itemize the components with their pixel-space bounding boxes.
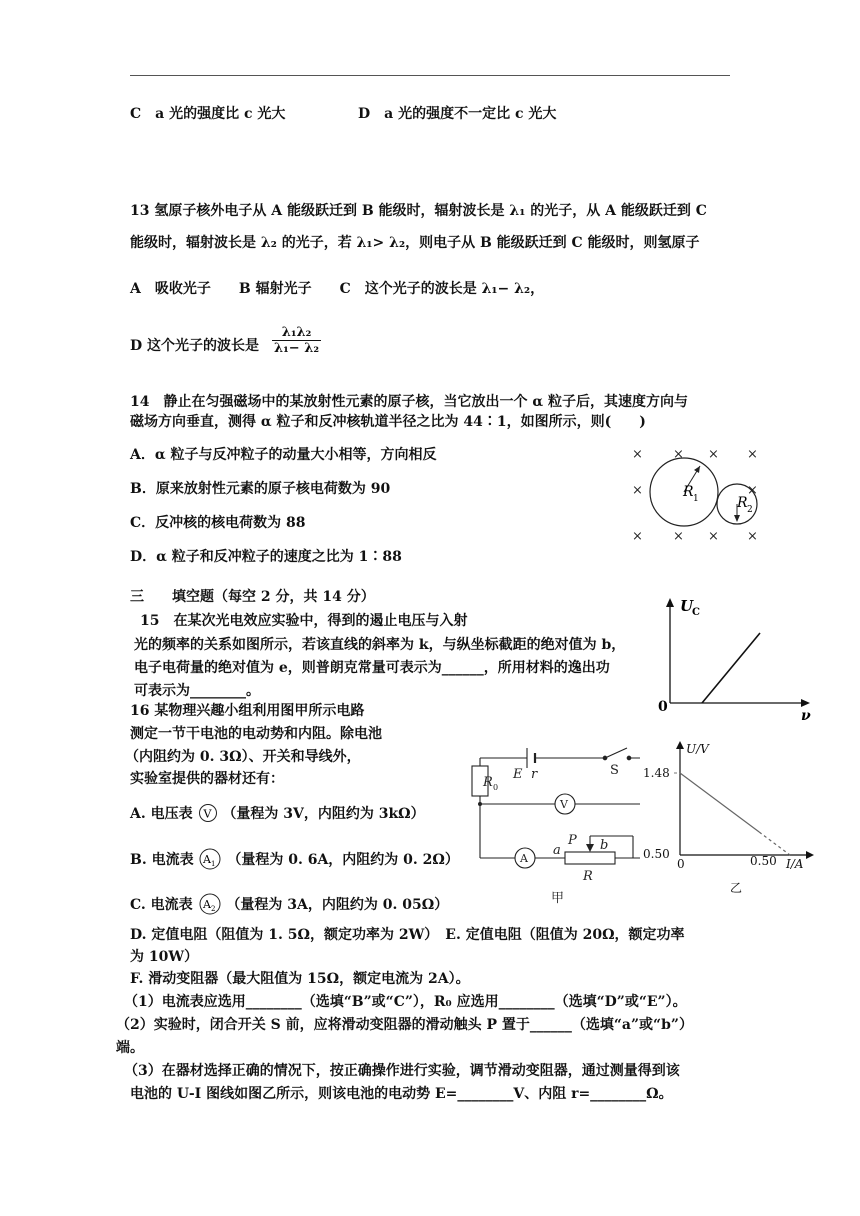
ui-data-line: [680, 773, 759, 832]
item-b-spec: （量程为 0. 6A，内阻约为 0. 2Ω）: [227, 852, 459, 868]
cross-mark: ×: [708, 529, 719, 544]
q15-figure: [650, 595, 820, 725]
u-tick-bottom: 0.50: [643, 847, 670, 861]
x-axis-label: ν: [801, 708, 811, 724]
cross-mark: ×: [747, 529, 758, 544]
q14-option-c: C．反冲核的核电荷数为 88: [130, 515, 306, 531]
item-a-label: A. 电压表: [130, 806, 193, 822]
i-axis-label: I/A: [786, 857, 804, 871]
cross-mark: ×: [673, 447, 684, 462]
y-axis-arrow: [666, 598, 674, 607]
q13-option-d: D 这个光子的波长是: [130, 338, 260, 354]
q16-line-2: 测定一节干电池的电动势和内阻。除电池: [130, 726, 382, 742]
switch-label: S: [610, 763, 619, 778]
y-axis-subscript: C: [692, 607, 700, 618]
q16-circuit-figure: [465, 740, 640, 910]
q15-line-4: 可表示为________。: [134, 683, 260, 699]
q16-item-d-e-2: 为 10W）: [130, 949, 199, 965]
item-c-label: C. 电流表: [130, 897, 193, 913]
q14-line-2: 磁场方向垂直，测得 α 粒子和反冲核轨道半径之比为 44∶1，如图所示，则( ): [130, 414, 646, 430]
circuit-caption: 甲: [551, 891, 565, 906]
r1-label: R: [683, 484, 694, 500]
q16-item-c: [130, 893, 448, 915]
q16-item-f: F. 滑动变阻器（最大阻值为 15Ω，额定电流为 2A）。: [130, 971, 470, 987]
q16-sub-3b: 电池的 U-I 图线如图乙所示，则该电池的电动势 E=________V、内阻 r=________Ω。: [130, 1086, 673, 1102]
q16-item-a: [130, 803, 425, 823]
r2-arrow-head: [734, 515, 740, 522]
fraction-numerator: λ₁λ₂: [281, 325, 312, 340]
q13-line-1: 13 氢原子核外电子从 A 能级跃迁到 B 能级时，辐射波长是 λ₁ 的光子，从 A 能级跃迁到 C: [130, 203, 707, 219]
slider-p-label: P: [568, 833, 577, 848]
q12-option-c: C a 光的强度比 c 光大: [130, 106, 286, 122]
u-axis-arrow: [676, 741, 684, 749]
r1-subscript: 1: [693, 494, 699, 504]
cross-mark: ×: [708, 447, 719, 462]
q14-option-d: D．α 粒子和反冲粒子的速度之比为 1∶88: [130, 549, 402, 565]
voltmeter-label: V: [560, 798, 568, 811]
q12-option-d: D a 光的强度不一定比 c 光大: [358, 106, 557, 122]
x-axis-arrow: [801, 699, 810, 707]
q16-line-4: 实验室提供的器材还有：: [130, 771, 284, 787]
r0-label: R: [483, 775, 493, 790]
i-origin-label: 0: [677, 857, 685, 871]
ammeter-a1-subscript: 1: [211, 860, 216, 868]
end-b-label: b: [600, 838, 609, 853]
rheostat-resistor: [565, 852, 615, 864]
i-axis-arrow: [806, 851, 814, 859]
y-axis-label: U: [680, 597, 694, 615]
q14-line-1: 14 静止在匀强磁场中的某放射性元素的原子核，当它放出一个 α 粒子后，其速度方向与: [130, 394, 689, 410]
cross-mark: ×: [747, 447, 758, 462]
q15-line-2: 光的频率的关系如图所示，若该直线的斜率为 k，与纵坐标截距的绝对值为 b，: [134, 637, 626, 653]
u-axis-label: U/V: [686, 742, 709, 756]
ammeter-a2-subscript: 2: [210, 905, 215, 913]
ammeter-a2-symbol: A: [202, 898, 211, 911]
ammeter-a2-icon: [198, 893, 222, 915]
ammeter-a1-symbol: A: [203, 853, 212, 866]
slider-arrow: [586, 844, 594, 852]
header-rule: [130, 75, 730, 76]
q14-option-a: A．α 粒子与反冲粒子的动量大小相等，方向相反: [130, 447, 437, 463]
q14-option-b: B．原来放射性元素的原子核电荷数为 90: [130, 481, 391, 497]
cross-mark: ×: [632, 529, 643, 544]
cross-mark: ×: [747, 483, 758, 498]
q15-line-3: 电子电荷量的绝对值为 e，则普朗克常量可表示为______，所用材料的逸出功: [134, 660, 610, 676]
switch-blade: [605, 748, 627, 758]
q16-item-b: [130, 848, 459, 870]
q16-line-1: 16 某物理兴趣小组利用图甲所示电路: [130, 703, 365, 719]
q13-options: A 吸收光子 B 辐射光子 C 这个光子的波长是 λ₁− λ₂，: [130, 281, 545, 297]
q14-figure: [620, 440, 770, 550]
q16-sub-2b: 端。: [116, 1040, 144, 1056]
graph-caption: 乙: [730, 881, 743, 895]
r2-label: R: [737, 495, 748, 511]
origin-label: 0: [658, 699, 668, 715]
cross-mark: ×: [632, 483, 643, 498]
cross-mark: ×: [673, 529, 684, 544]
u-tick-top: 1.48: [643, 766, 670, 780]
q15-line-1: 15 在某次光电效应实验中，得到的遏止电压与入射: [140, 613, 468, 629]
ui-data-line-extension: [759, 832, 790, 855]
ammeter-label: A: [520, 852, 528, 865]
item-a-spec: （量程为 3V，内阻约为 3kΩ）: [222, 806, 425, 822]
section-3-heading: 三 填空题（每空 2 分，共 14 分）: [130, 589, 375, 605]
q16-line-3: （内阻约为 0. 3Ω）、开关和导线外，: [125, 749, 361, 765]
q16-item-d-e-1: D. 定值电阻（阻值为 1. 5Ω，额定功率为 2W） E. 定值电阻（阻值为 20Ω，额定功率: [130, 927, 685, 943]
item-b-label: B. 电流表: [130, 852, 194, 868]
cross-mark: ×: [632, 447, 643, 462]
q13-fraction: [272, 325, 321, 356]
voltmeter-icon: [198, 803, 218, 823]
end-a-label: a: [553, 843, 561, 858]
item-c-spec: （量程为 3A，内阻约为 0. 05Ω）: [226, 897, 449, 913]
r1-arrow-head: [694, 466, 700, 473]
rheostat-label: R: [583, 869, 593, 884]
fraction-denominator: λ₁− λ₂: [274, 341, 320, 356]
q16-sub-1: （1）电流表应选用________（选填“B”或“C”），R₀ 应选用________（选填“D”或“E”）。: [124, 994, 687, 1010]
q13-line-2: 能级时，辐射波长是 λ₂ 的光子，若 λ₁> λ₂，则电子从 B 能级跃迁到 C 能级时，则氢原子: [130, 235, 700, 251]
i-tick-label: 0.50: [750, 854, 777, 868]
q16-sub-3a: （3）在器材选择正确的情况下，按正确操作进行实验，调节滑动变阻器，通过测量得到该: [124, 1063, 680, 1079]
r2-subscript: 2: [747, 505, 753, 515]
voltmeter-symbol: V: [203, 807, 211, 821]
q16-ui-graph: [640, 735, 820, 905]
emf-label: E: [513, 767, 523, 782]
r0-subscript: 0: [493, 783, 499, 792]
uc-line: [702, 633, 760, 703]
internal-r-label: r: [531, 767, 538, 782]
q16-sub-2a: （2）实验时，闭合开关 S 前，应将滑动变阻器的滑动触头 P 置于______（选填“a”或“b”）: [116, 1017, 693, 1033]
ammeter-a1-icon: [198, 848, 222, 870]
